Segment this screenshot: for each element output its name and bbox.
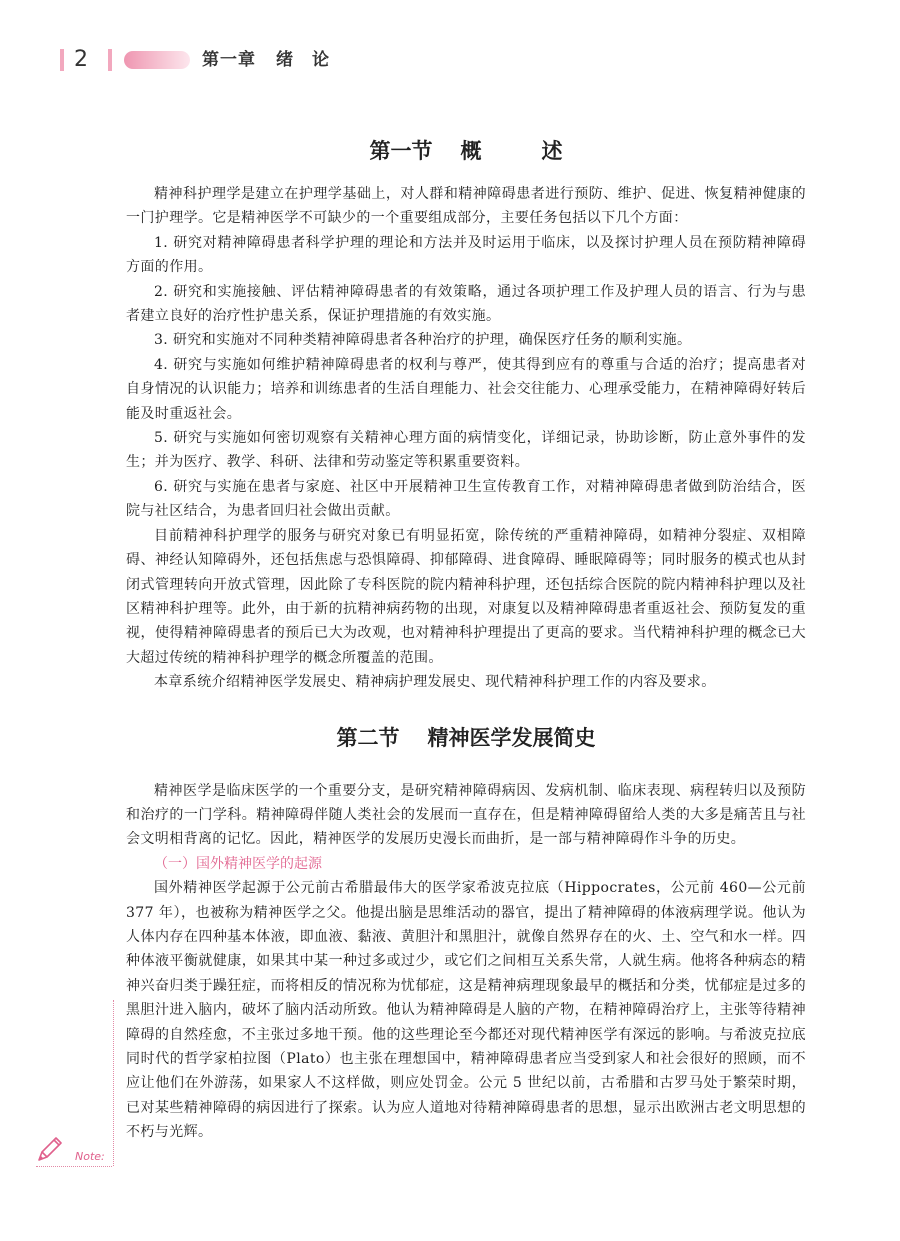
- pencil-icon: [34, 1136, 64, 1164]
- subsection-heading: （一）国外精神医学的起源: [154, 855, 322, 872]
- task-item-1: 1. 研究对精神障碍患者科学护理的理论和方法并及时运用于临床，以及探讨护理人员在预防精神障碍方面的作用。: [126, 234, 806, 276]
- note-label: Note:: [75, 1150, 105, 1163]
- chapter-title: [202, 46, 330, 74]
- section-1-number: 第一节: [369, 139, 433, 163]
- page-body: [126, 120, 806, 1145]
- note-underline: [36, 1166, 112, 1167]
- section-2-number: 第二节: [336, 725, 400, 750]
- page-header: [0, 46, 900, 74]
- section-1-paragraph: 目前精神科护理学的服务与研究对象已有明显拓宽，除传统的严重精神障碍，如精神分裂症、双相障碍、神经认知障碍外，还包括焦虑与恐惧障碍、抑郁障碍、进食障碍、睡眠障碍等；同时服务的模式也从封闭式管理转向开放式管理，因此除了专科医院的院内精神科护理，还包括综合医院的院内精神科护理以及社区精神科护理等。此外，由于新的抗精神病药物的出现，对康复以及精神障碍患者重返社会、预防复发的重视，使得精神障碍患者的预后已大为改观，也对精神科护理提出了更高的要求。当代精神科护理的概念已大大超过传统的精神科护理学的概念所覆盖的范围。: [126, 527, 806, 666]
- section-1-paragraph: 本章系统介绍精神医学发展史、精神病护理发展史、现代精神科护理工作的内容及要求。: [154, 674, 716, 691]
- header-left-bar: [60, 49, 64, 71]
- task-item-2: 2. 研究和实施接触、评估精神障碍患者的有效策略，通过各项护理工作及护理人员的语言、行为与患者建立良好的治疗性护患关系，保证护理措施的有效实施。: [126, 283, 806, 325]
- section-1-heading: [126, 130, 806, 172]
- header-divider-bar: [108, 49, 112, 71]
- task-item-4: 4. 研究与实施如何维护精神障碍患者的权利与尊严，使其得到应有的尊重与合适的治疗；提高患者对自身情况的认识能力；培养和训练患者的生活自理能力、社会交往能力、心理承受能力，在精神障碍好转后能及时重返社会。: [126, 356, 806, 422]
- header-decorative-pill: [124, 51, 190, 69]
- section-2-title: 精神医学发展简史: [427, 725, 596, 750]
- section-2-body: 国外精神医学起源于公元前古希腊最伟大的医学家希波克拉底（Hippocrates，公元前 460—公元前 377 年），也被称为精神医学之父。他提出脑是思维活动的器官，提出了精神障碍的体液病理学说。他认为人体内存在四种基本体液，即血液、黏液、黄胆汁和黑胆汁，就像自然界存在的火、土、空气和水一样。四种体液平衡就健康，如果其中某一种过多或过少，或它们之间相互关系失常，人就生病。他将各种病态的精神兴奋归类于躁狂症，而将相反的情况称为忧郁症，这是精神病理现象最早的概括和分类，忧郁症是过多的黑胆汁进入脑内，破坏了脑内活动所致。他认为精神障碍是人脑的产物，在精神障碍治疗上，主张等待精神障碍的自然痊愈，不主张过多地干预。他的这些理论至今都还对现代精神医学有深远的影响。与希波克拉底同时代的哲学家柏拉图（Plato）也主张在理想国中，精神障碍患者应当受到家人和社会很好的照顾，而不应让他们在外游荡，如果家人不这样做，则应处罚金。公元 5 世纪以前，古希腊和古罗马处于繁荣时期，已对某些精神障碍的病因进行了探索。认为应人道地对待精神障碍患者的思想，显示出欧洲古老文明思想的不朽与光辉。: [126, 880, 806, 1141]
- note-margin-line: [113, 1000, 114, 1166]
- chapter-name: 绪 论: [276, 50, 330, 70]
- section-2-intro: 精神医学是临床医学的一个重要分支，是研究精神障碍病因、发病机制、临床表现、病程转归以及预防和治疗的一门学科。精神障碍伴随人类社会的发展而一直存在，但是精神障碍留给人类的大多是痛苦且与社会文明相背离的记忆。因此，精神医学的发展历史漫长而曲折，是一部与精神障碍作斗争的历史。: [126, 782, 806, 848]
- task-item-6: 6. 研究与实施在患者与家庭、社区中开展精神卫生宣传教育工作，对精神障碍患者做到防治结合，医院与社区结合，为患者回归社会做出贡献。: [126, 478, 806, 520]
- section-1-paragraph: 精神科护理学是建立在护理学基础上，对人群和精神障碍患者进行预防、维护、促进、恢复精神健康的一门护理学。它是精神医学不可缺少的一个重要组成部分，主要任务包括以下几个方面：: [126, 186, 806, 227]
- task-item-3: 3. 研究和实施对不同种类精神障碍患者各种治疗的护理，确保医疗任务的顺利实施。: [154, 332, 692, 349]
- page-number: 2: [74, 47, 88, 72]
- section-2-heading: [126, 717, 806, 759]
- section-1-title-char-2: 述: [541, 139, 563, 163]
- section-1-title-char-1: 概: [460, 139, 482, 163]
- task-item-5: 5. 研究与实施如何密切观察有关精神心理方面的病情变化，详细记录，协助诊断，防止意外事件的发生；并为医疗、教学、科研、法律和劳动鉴定等积累重要资料。: [126, 430, 806, 471]
- chapter-label: 第一章: [202, 50, 256, 70]
